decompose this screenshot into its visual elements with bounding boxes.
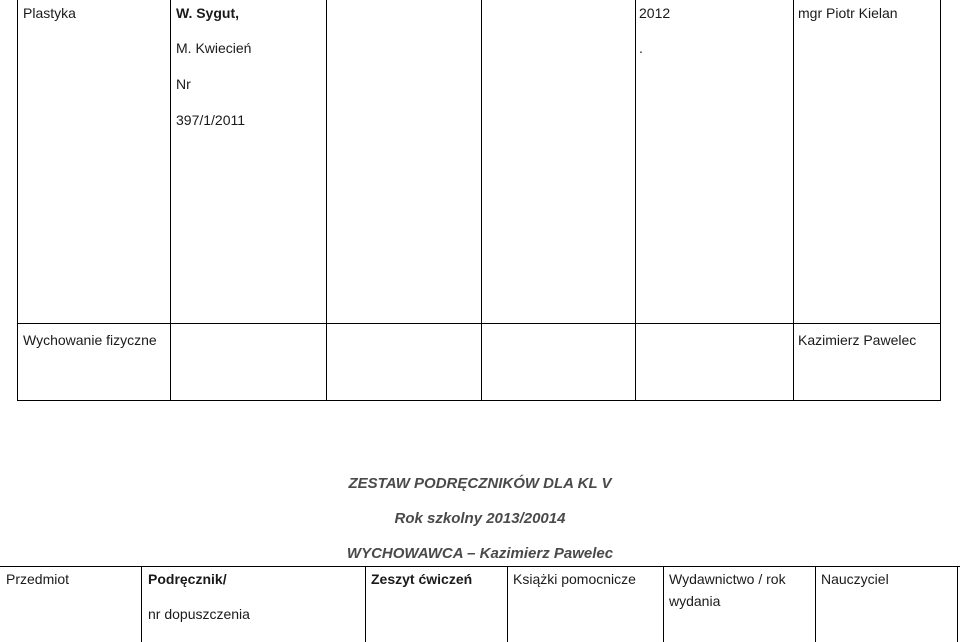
- bottom-table-divider-2: [365, 566, 366, 642]
- cell-teacher-wf: Kazimierz Pawelec: [798, 332, 917, 348]
- cell-teacher-plastyka: mgr Piotr Kielan: [798, 5, 898, 21]
- bottom-table-divider-3: [507, 566, 508, 642]
- top-table-border-left: [17, 0, 18, 401]
- cell-year-dot: .: [639, 40, 643, 56]
- top-table-row-divider: [17, 323, 941, 324]
- cell-authors-line1: W. Sygut,: [176, 5, 239, 21]
- cell-nr-label: Nr: [176, 76, 191, 92]
- top-table-border-right: [940, 0, 941, 401]
- header-textbook-line2: nr dopuszczenia: [148, 606, 250, 622]
- header-publisher-line2: wydania: [669, 593, 721, 609]
- header-textbook-line1: Podręcznik/: [148, 571, 227, 587]
- bottom-table-border-top: [0, 566, 960, 567]
- header-aux-books: Książki pomocnicze: [513, 571, 636, 587]
- tutor-line: WYCHOWAWCA – Kazimierz Pawelec: [346, 545, 614, 562]
- top-table-border-bottom: [17, 400, 941, 401]
- top-table-divider-1: [170, 0, 171, 401]
- top-table-divider-2: [326, 0, 327, 401]
- header-teacher: Nauczyciel: [821, 571, 889, 587]
- school-year: Rok szkolny 2013/20014: [394, 510, 566, 527]
- header-publisher-line1: Wydawnictwo / rok: [669, 571, 786, 587]
- cell-subject-wf: Wychowanie fizyczne: [23, 332, 157, 348]
- top-table-divider-5: [793, 0, 794, 401]
- bottom-table-divider-1: [141, 566, 142, 642]
- cell-year: 2012: [639, 5, 671, 21]
- cell-subject-plastyka: Plastyka: [23, 5, 76, 21]
- section-title: ZESTAW PODRĘCZNIKÓW DLA KL V: [348, 475, 612, 492]
- header-subject: Przedmiot: [6, 571, 70, 587]
- cell-authors-line2: M. Kwiecień: [176, 40, 252, 56]
- cell-approval-number: 397/1/2011: [176, 112, 246, 128]
- bottom-table-border-right: [957, 566, 958, 642]
- top-table-divider-3: [481, 0, 482, 401]
- bottom-table-divider-5: [815, 566, 816, 642]
- header-workbook: Zeszyt ćwiczeń: [371, 571, 473, 587]
- bottom-table-divider-4: [663, 566, 664, 642]
- top-table-divider-4: [635, 0, 636, 401]
